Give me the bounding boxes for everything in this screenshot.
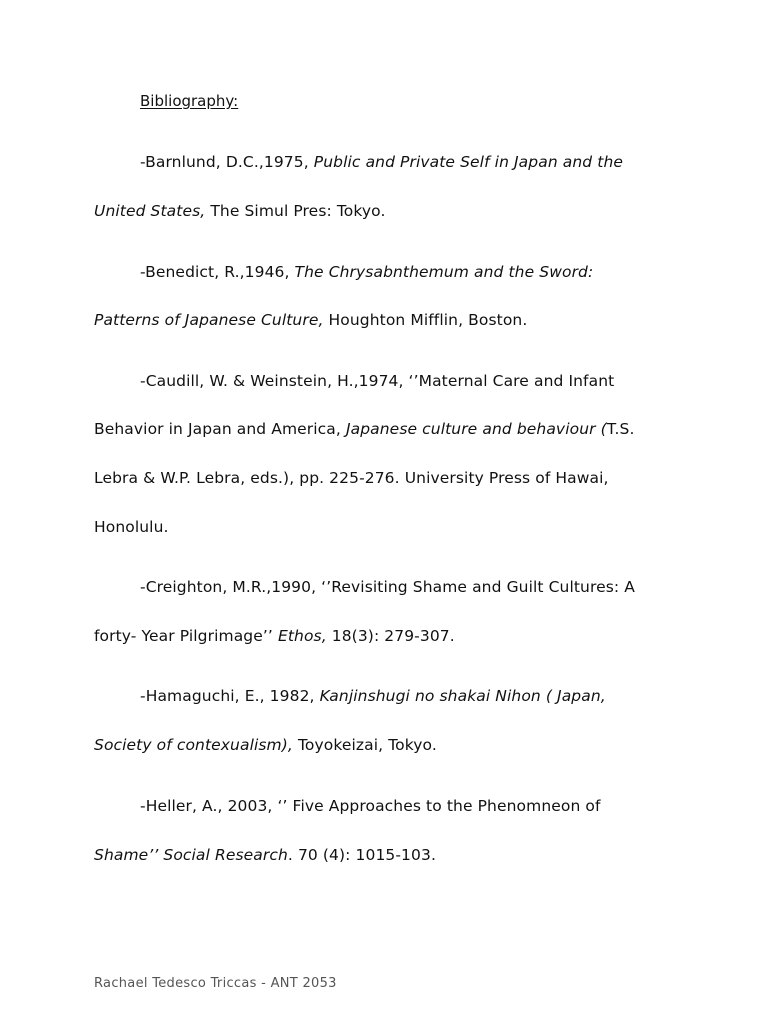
entry-caudill-line-3: Lebra & W.P. Lebra, eds.), pp. 225-276. University Press of Hawai, <box>94 469 609 487</box>
title-text: Society of contexualism), <box>94 736 293 754</box>
entry-heller-line-2: Shame’’ Social Research. 70 (4): 1015-103. <box>94 846 436 864</box>
entry-creighton-line-2: forty- Year Pilgrimage’’ Ethos, 18(3): 279-307. <box>94 627 455 645</box>
entry-caudill-line-4: Honolulu. <box>94 518 169 536</box>
entry-creighton-line-1: -Creighton, M.R.,1990, ‘’Revisiting Shame and Guilt Cultures: A <box>140 578 635 596</box>
entry-hamaguchi-line-1: -Hamaguchi, E., 1982, Kanjinshugi no shakai Nihon ( Japan, <box>140 687 606 705</box>
entry-benedict-line-1: -Benedict, R.,1946, The Chrysabnthemum and the Sword: <box>140 263 594 281</box>
title-text: The Chrysabnthemum and the Sword: <box>294 263 594 281</box>
title-text: Public and Private Self in Japan and the <box>313 153 623 171</box>
entry-caudill-line-2: Behavior in Japan and America, Japanese culture and behaviour (T.S. <box>94 420 635 438</box>
title-text: United States, <box>94 202 206 220</box>
entry-hamaguchi-line-2: Society of contexualism), Toyokeizai, Tokyo. <box>94 736 437 754</box>
bibliography-heading: Bibliography: <box>140 92 239 110</box>
title-text: Kanjinshugi no shakai Nihon ( Japan, <box>319 687 606 705</box>
entry-benedict-line-2: Patterns of Japanese Culture, Houghton Mifflin, Boston. <box>94 311 528 329</box>
entry-barnlund-line-2: United States, The Simul Pres: Tokyo. <box>94 202 386 220</box>
title-text: Shame’’ Social Research <box>94 846 288 864</box>
entry-barnlund-line-1: -Barnlund, D.C.,1975, Public and Private Self in Japan and the <box>140 153 623 171</box>
title-text: Japanese culture and behaviour ( <box>345 420 607 438</box>
entry-caudill-line-1: -Caudill, W. & Weinstein, H.,1974, ‘’Maternal Care and Infant <box>140 372 615 390</box>
title-text: Patterns of Japanese Culture, <box>94 311 324 329</box>
page-footer: Rachael Tedesco Triccas - ANT 2053 <box>94 976 337 991</box>
entry-heller-line-1: -Heller, A., 2003, ‘’ Five Approaches to the Phenomneon of <box>140 797 601 815</box>
journal-text: Ethos, <box>277 627 327 645</box>
